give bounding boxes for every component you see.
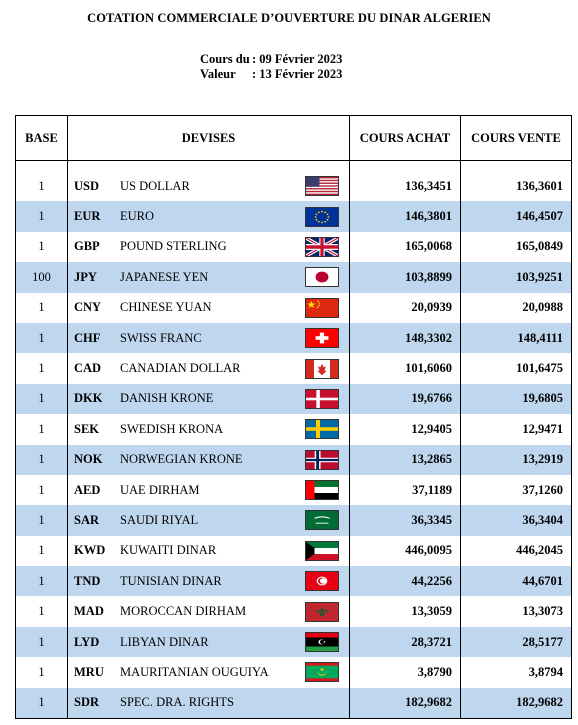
header-devises: DEVISES xyxy=(68,116,350,161)
currency-name: KUWAITI DINAR xyxy=(120,543,217,558)
china-flag-icon xyxy=(305,298,339,318)
currency-cell xyxy=(68,171,350,201)
cours-line xyxy=(200,52,342,67)
saudi-flag-icon xyxy=(305,510,339,530)
currency-cell xyxy=(68,293,350,323)
currency-cell xyxy=(68,353,350,383)
currency-code: GBP xyxy=(74,239,100,254)
base-cell: 1 xyxy=(16,627,68,657)
header-vente: COURS VENTE xyxy=(461,116,572,161)
table-row xyxy=(16,262,572,292)
denmark-flag-icon xyxy=(305,389,339,409)
currency-cell xyxy=(68,262,350,292)
table-row xyxy=(16,323,572,353)
currency-cell xyxy=(68,414,350,444)
currency-name: SAUDI RIYAL xyxy=(120,512,199,527)
currency-name: LIBYAN DINAR xyxy=(120,634,209,649)
table-row xyxy=(16,293,572,323)
table-row xyxy=(16,657,572,687)
base-cell: 1 xyxy=(16,384,68,414)
uk-flag-icon xyxy=(305,237,339,257)
table-row xyxy=(16,475,572,505)
currency-cell xyxy=(68,232,350,262)
cours-achat-cell: 101,6060 xyxy=(350,353,461,383)
cours-vente-cell: 13,3073 xyxy=(461,596,572,626)
base-cell: 1 xyxy=(16,536,68,566)
table-row xyxy=(16,353,572,383)
table-row xyxy=(16,505,572,535)
currency-name: NORWEGIAN KRONE xyxy=(120,452,243,467)
currency-name: DANISH KRONE xyxy=(120,391,214,406)
base-cell: 1 xyxy=(16,505,68,535)
currency-code: KWD xyxy=(74,543,106,558)
currency-code: USD xyxy=(74,178,100,193)
cours-vente-cell: 446,2045 xyxy=(461,536,572,566)
cours-label: Cours du xyxy=(200,52,250,66)
cours-achat-cell: 37,1189 xyxy=(350,475,461,505)
valeur-value: : 13 Février 2023 xyxy=(252,67,343,81)
currency-name: MAURITANIAN OUGUIYA xyxy=(120,664,269,679)
eu-flag-icon xyxy=(305,207,339,227)
base-cell: 1 xyxy=(16,201,68,231)
tunisia-flag-icon xyxy=(305,571,339,591)
currency-name: UAE DIRHAM xyxy=(120,482,200,497)
base-cell: 1 xyxy=(16,445,68,475)
currency-cell xyxy=(68,384,350,414)
currency-cell xyxy=(68,475,350,505)
currency-code: MAD xyxy=(74,604,104,619)
morocco-flag-icon xyxy=(305,602,339,622)
kuwait-flag-icon xyxy=(305,541,339,561)
base-cell: 1 xyxy=(16,232,68,262)
cours-achat-cell: 44,2256 xyxy=(350,566,461,596)
base-cell: 1 xyxy=(16,475,68,505)
sweden-flag-icon xyxy=(305,419,339,439)
cours-vente-cell: 36,3404 xyxy=(461,505,572,535)
currency-code: CAD xyxy=(74,361,102,376)
base-cell: 1 xyxy=(16,353,68,383)
cours-achat-cell: 13,2865 xyxy=(350,445,461,475)
cours-vente-cell: 146,4507 xyxy=(461,201,572,231)
cours-vente-cell: 3,8794 xyxy=(461,657,572,687)
valeur-line xyxy=(200,67,342,82)
cours-achat-cell: 36,3345 xyxy=(350,505,461,535)
currency-code: LYD xyxy=(74,634,100,649)
cours-achat-cell: 182,9682 xyxy=(350,688,461,719)
cours-value: : 09 Février 2023 xyxy=(252,52,343,66)
currency-code: CNY xyxy=(74,300,102,315)
currency-cell xyxy=(68,201,350,231)
base-cell: 1 xyxy=(16,414,68,444)
currency-name: SPEC. DRA. RIGHTS xyxy=(120,695,234,710)
base-cell: 1 xyxy=(16,688,68,719)
currency-name: EURO xyxy=(120,209,155,224)
cours-achat-cell: 148,3302 xyxy=(350,323,461,353)
canada-flag-icon xyxy=(305,359,339,379)
base-cell: 1 xyxy=(16,293,68,323)
table-row xyxy=(16,536,572,566)
currency-cell xyxy=(68,688,350,719)
cours-achat-cell: 3,8790 xyxy=(350,657,461,687)
table-row xyxy=(16,445,572,475)
date-block xyxy=(200,52,342,82)
cours-vente-cell: 44,6701 xyxy=(461,566,572,596)
table-row xyxy=(16,596,572,626)
currency-code: NOK xyxy=(74,452,103,467)
currency-code: DKK xyxy=(74,391,103,406)
base-cell: 100 xyxy=(16,262,68,292)
currency-code: CHF xyxy=(74,330,101,345)
cours-achat-cell: 12,9405 xyxy=(350,414,461,444)
cours-achat-cell: 146,3801 xyxy=(350,201,461,231)
table-row xyxy=(16,384,572,414)
currency-name: CANADIAN DOLLAR xyxy=(120,361,241,376)
cours-vente-cell: 182,9682 xyxy=(461,688,572,719)
currency-name: TUNISIAN DINAR xyxy=(120,573,222,588)
cours-achat-cell: 136,3451 xyxy=(350,171,461,201)
currency-code: EUR xyxy=(74,209,101,224)
cours-achat-cell: 20,0939 xyxy=(350,293,461,323)
uae-flag-icon xyxy=(305,480,339,500)
table-row xyxy=(16,414,572,444)
cours-vente-cell: 12,9471 xyxy=(461,414,572,444)
document-title: COTATION COMMERCIALE D’OUVERTURE DU DINAR ALGERIEN xyxy=(87,11,491,25)
mauritania-flag-icon xyxy=(305,662,339,682)
table-header-row xyxy=(16,116,572,161)
cours-achat-cell: 19,6766 xyxy=(350,384,461,414)
base-cell: 1 xyxy=(16,657,68,687)
currency-code: SEK xyxy=(74,421,100,436)
cours-vente-cell: 13,2919 xyxy=(461,445,572,475)
cours-vente-cell: 148,4111 xyxy=(461,323,572,353)
currency-code: JPY xyxy=(74,269,97,284)
currency-cell xyxy=(68,657,350,687)
cours-vente-cell: 101,6475 xyxy=(461,353,572,383)
table-row xyxy=(16,566,572,596)
currency-cell xyxy=(68,596,350,626)
currency-cell xyxy=(68,536,350,566)
currency-cell xyxy=(68,323,350,353)
cours-achat-cell: 103,8899 xyxy=(350,262,461,292)
swiss-flag-icon xyxy=(305,328,339,348)
currency-cell xyxy=(68,445,350,475)
us-flag-icon xyxy=(305,176,339,196)
cours-vente-cell: 136,3601 xyxy=(461,171,572,201)
currency-code: SAR xyxy=(74,512,100,527)
currency-code: TND xyxy=(74,573,101,588)
spacer-row xyxy=(16,161,572,172)
currency-cell xyxy=(68,566,350,596)
currency-name: SWEDISH KRONA xyxy=(120,421,224,436)
norway-flag-icon xyxy=(305,450,339,470)
cours-achat-cell: 13,3059 xyxy=(350,596,461,626)
cours-achat-cell: 446,0095 xyxy=(350,536,461,566)
currency-name: US DOLLAR xyxy=(120,178,190,193)
currency-code: SDR xyxy=(74,695,100,710)
cours-vente-cell: 103,9251 xyxy=(461,262,572,292)
cours-vente-cell: 37,1260 xyxy=(461,475,572,505)
table-row xyxy=(16,201,572,231)
currency-code: AED xyxy=(74,482,101,497)
currency-name: SWISS FRANC xyxy=(120,330,202,345)
rates-table xyxy=(15,115,572,719)
japan-flag-icon xyxy=(305,267,339,287)
table-row xyxy=(16,171,572,201)
cours-vente-cell: 20,0988 xyxy=(461,293,572,323)
currency-name: JAPANESE YEN xyxy=(120,269,209,284)
header-base: BASE xyxy=(16,116,68,161)
header-achat: COURS ACHAT xyxy=(350,116,461,161)
cours-achat-cell: 28,3721 xyxy=(350,627,461,657)
table-row xyxy=(16,627,572,657)
currency-cell xyxy=(68,505,350,535)
base-cell: 1 xyxy=(16,566,68,596)
libya-flag-icon xyxy=(305,632,339,652)
cours-vente-cell: 28,5177 xyxy=(461,627,572,657)
currency-name: CHINESE YUAN xyxy=(120,300,212,315)
table-row xyxy=(16,232,572,262)
cours-vente-cell: 19,6805 xyxy=(461,384,572,414)
valeur-label: Valeur xyxy=(200,67,236,81)
base-cell: 1 xyxy=(16,171,68,201)
cours-vente-cell: 165,0849 xyxy=(461,232,572,262)
base-cell: 1 xyxy=(16,323,68,353)
currency-cell xyxy=(68,627,350,657)
cours-achat-cell: 165,0068 xyxy=(350,232,461,262)
currency-name: MOROCCAN DIRHAM xyxy=(120,604,247,619)
currency-name: POUND STERLING xyxy=(120,239,227,254)
currency-code: MRU xyxy=(74,664,104,679)
table-row xyxy=(16,688,572,719)
base-cell: 1 xyxy=(16,596,68,626)
